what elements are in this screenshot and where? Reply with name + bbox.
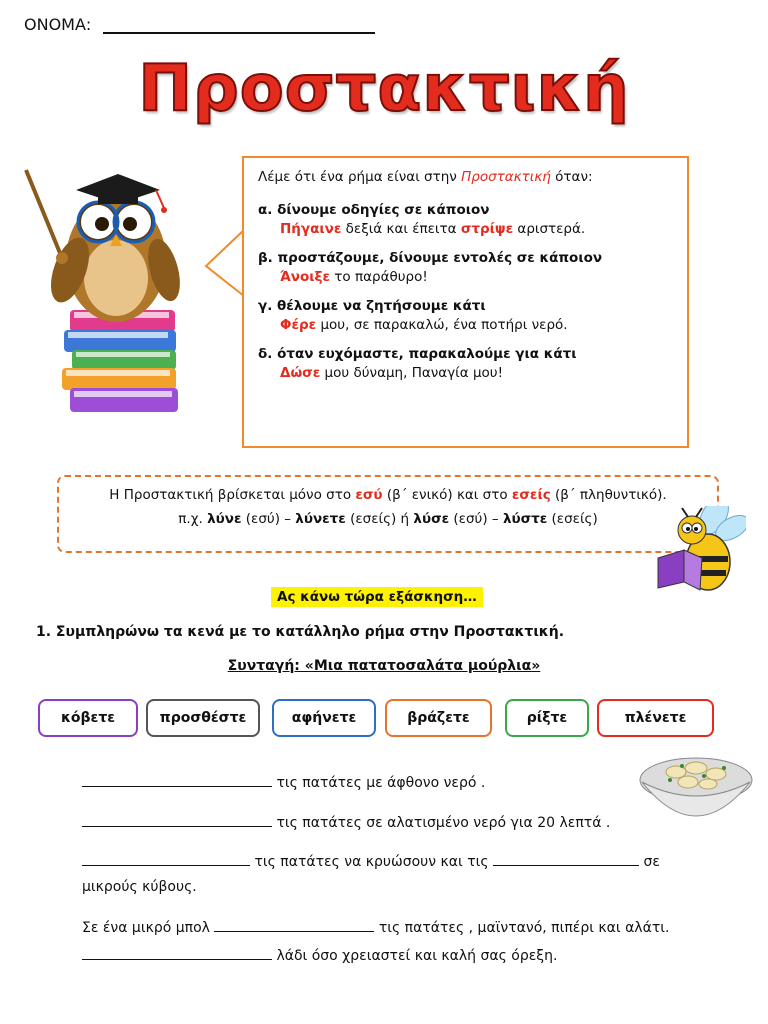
recipe-title: Συνταγή: «Μια πατατοσαλάτα μούρλια» bbox=[227, 658, 541, 674]
name-blank-line[interactable] bbox=[103, 14, 375, 34]
bee-reading-illustration bbox=[650, 506, 746, 598]
usage-example: Φέρε μου, σε παρακαλώ, ένα ποτήρι νερό. bbox=[280, 317, 568, 333]
recipe-line-5: Σε ένα μικρό μπολ τις πατάτες , μαϊντανό, πιπέρι και αλάτι. bbox=[82, 917, 669, 936]
owl-teacher-illustration bbox=[18, 160, 193, 422]
recipe-line-6: λάδι όσο χρειαστεί και καλή σας όρεξη. bbox=[82, 945, 557, 964]
potato-salad-bowl-illustration bbox=[636, 750, 756, 840]
exercise-instruction: 1. Συμπληρώνω τα κενά με το κατάλληλο ρήμα στην Προστακτική. bbox=[36, 624, 565, 640]
answer-blank[interactable] bbox=[82, 772, 272, 787]
definition-box bbox=[242, 156, 689, 448]
usage-item: α. δίνουμε οδηγίες σε κάποιον Πήγαινε δεξιά και έπειτα στρίψε αριστερά. bbox=[258, 201, 673, 239]
recipe-line-3: τις πατάτες να κρυώσουν και τις σε bbox=[82, 851, 660, 870]
recipe-line-2: τις πατάτες σε αλατισμένο νερό για 20 λεπτά . bbox=[82, 812, 610, 831]
answer-blank[interactable] bbox=[82, 945, 272, 960]
answer-blank[interactable] bbox=[82, 812, 272, 827]
recipe-line-4: μικρούς κύβους. bbox=[82, 879, 197, 895]
usage-item: γ. θέλουμε να ζητήσουμε κάτι Φέρε μου, σε παρακαλώ, ένα ποτήρι νερό. bbox=[258, 297, 673, 335]
recipe-line-1: τις πατάτες με άφθονο νερό . bbox=[82, 772, 485, 791]
name-label: ΟΝΟΜΑ: bbox=[24, 15, 92, 34]
usage-example: Άνοιξε το παράθυρο! bbox=[280, 269, 428, 285]
usage-example: Πήγαινε δεξιά και έπειτα στρίψε αριστερά. bbox=[280, 221, 586, 237]
word-box-afinete[interactable]: αφήνετε bbox=[272, 699, 376, 737]
usage-item: δ. όταν ευχόμαστε, παρακαλούμε για κάτι Δώσε μου δύναμη, Παναγία μου! bbox=[258, 345, 673, 383]
note-line-2: π.χ. λύνε (εσύ) – λύνετε (εσείς) ή λύσε (εσύ) – λύστε (εσείς) bbox=[178, 511, 598, 527]
term-highlight: Προστακτική bbox=[461, 169, 551, 185]
word-box-plenete[interactable]: πλένετε bbox=[597, 699, 714, 737]
word-box-rixte[interactable]: ρίξτε bbox=[505, 699, 589, 737]
word-box-vrazete[interactable]: βράζετε bbox=[385, 699, 492, 737]
practice-heading: Ας κάνω τώρα εξάσκηση… bbox=[271, 587, 483, 607]
answer-blank[interactable] bbox=[493, 851, 639, 866]
answer-blank[interactable] bbox=[214, 917, 374, 932]
word-box-kovete[interactable]: κόβετε bbox=[38, 699, 138, 737]
page-title: Προστακτική bbox=[138, 52, 630, 126]
usage-example: Δώσε μου δύναμη, Παναγία μου! bbox=[280, 365, 504, 381]
name-field bbox=[24, 14, 375, 34]
definition-intro: Λέμε ότι ένα ρήμα είναι στην Προστακτική όταν: bbox=[258, 169, 593, 185]
grammar-note bbox=[57, 475, 719, 553]
answer-blank[interactable] bbox=[82, 851, 250, 866]
word-box-prosthesthe[interactable]: προσθέστε bbox=[146, 699, 260, 737]
note-line-1: Η Προστακτική βρίσκεται μόνο στο εσύ (β΄ ενικό) και στο εσείς (β΄ πληθυντικό). bbox=[109, 487, 667, 503]
usage-item: β. προστάζουμε, δίνουμε εντολές σε κάποιον Άνοιξε το παράθυρο! bbox=[258, 249, 673, 287]
